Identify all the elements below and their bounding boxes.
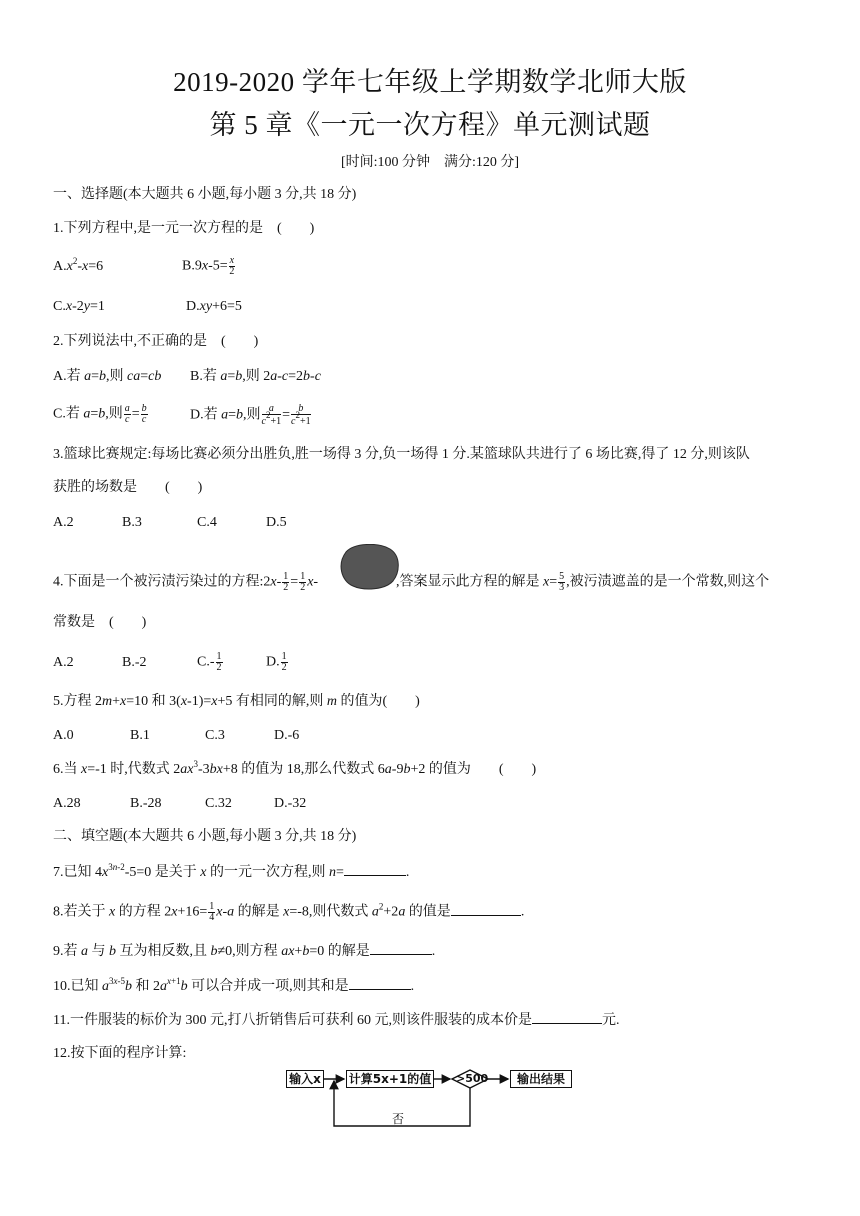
q10-answer-blank[interactable]	[349, 977, 411, 990]
section1-heading: 一、选择题(本大题共 6 小题,每小题 3 分,共 18 分)	[53, 187, 357, 202]
q4-option-b: B.-2	[122, 655, 147, 670]
exam-info: [时间:100 分钟 满分:120 分]	[340, 155, 520, 170]
q1-option-c: C.x-2y=1	[53, 299, 105, 314]
q4-stem: 4.下面是一个被污渍污染过的方程:2x- $\frac{1}{2}$ = $\frac{1}{2}$ x-	[53, 571, 319, 593]
q1-option-d: D.xy+6=5	[186, 299, 242, 314]
q3-option-c: C.4	[197, 515, 217, 530]
q7: 7.已知 $4x^{3n-2}-5=0$ 是关于 x 的一元一次方程,则 n= .	[53, 862, 410, 880]
q10: 10.已知 $a^{3x-5}b$ 和 $2a^{x+1}b$ 可以合并成一项,则其和是 .	[53, 976, 415, 994]
q6-option-a: A.28	[53, 796, 81, 811]
q2-option-a: A.若 a=b,则 ca=cb	[53, 369, 162, 384]
q5-option-b: B.1	[130, 728, 150, 743]
q6-option-d: D.-32	[274, 796, 307, 811]
q3-option-d: D.5	[266, 515, 287, 530]
q4-option-d: D. $\frac{1}{2}$	[266, 651, 287, 673]
q9: 9.若 a 与 b 互为相反数,且 b≠0,则方程 ax+b=0 的解是 .	[53, 944, 436, 959]
q3-option-b: B.3	[122, 515, 142, 530]
q4-option-c: C.- $\frac{1}{2}$	[197, 651, 222, 673]
q11-answer-blank[interactable]	[532, 1011, 602, 1024]
q6-option-b: B.-28	[130, 796, 162, 811]
q5-stem: 5.方程 2m+x=10 和 3(x-1)=x+5 有相同的解,则 m 的值为( )	[53, 694, 420, 709]
flowchart-output-box: 输出结果	[510, 1070, 572, 1088]
q2-option-b: B.若 a=b,则 2a-c=2b-c	[190, 369, 321, 384]
q3-stem-line2: 获胜的场数是 ( )	[53, 480, 203, 495]
q8: 8.若关于 x 的方程 2x+16= $\frac{1}{4}$ x-a 的解是 x=-8,则代数式 $a^2+2a$ 的值是 .	[53, 901, 525, 923]
q12-stem: 12.按下面的程序计算:	[53, 1046, 187, 1061]
q5-option-c: C.3	[205, 728, 225, 743]
q4-stem-tail: ,答案显示此方程的解是 x= $\frac{5}{3}$ ,被污渍遮盖的是一个常数,则这个	[396, 571, 770, 593]
q6-stem: 6.当 x=-1 时,代数式 $2ax^3-3bx+8$ 的值为 18,那么代数式 6a-9b+2 的值为 ( )	[53, 759, 537, 777]
q4-stem-line2: 常数是 ( )	[53, 615, 147, 630]
q5-option-a: A.0	[53, 728, 74, 743]
q3-stem-line1: 3.篮球比赛规定:每场比赛必须分出胜负,胜一场得 3 分,负一场得 1 分.某篮球队共进行了 6 场比赛,得了 12 分,则该队	[53, 447, 750, 462]
flowchart-input-box: 输入x	[286, 1070, 324, 1088]
q11	[53, 1011, 619, 1030]
q2-option-c: C.若 a=b,则 $\frac{a}{c}$ = $\frac{b}{c}$	[53, 403, 147, 425]
q9-answer-blank[interactable]	[370, 942, 432, 955]
q5-option-d: D.-6	[274, 728, 300, 743]
ink-stain-blot	[338, 544, 400, 590]
q8-answer-blank[interactable]	[451, 903, 521, 916]
flowchart-condition: >500	[456, 1072, 489, 1085]
q7-answer-blank[interactable]	[344, 863, 406, 876]
q6-option-c: C.32	[205, 796, 232, 811]
q11-suffix: 元.	[601, 1013, 620, 1028]
q4-option-a: A.2	[53, 655, 74, 670]
flowchart-no-label: 否	[392, 1112, 405, 1126]
program-flowchart	[284, 1068, 584, 1132]
section2-heading: 二、填空题(本大题共 6 小题,每小题 3 分,共 18 分)	[53, 829, 357, 844]
q1-stem: 1.下列方程中,是一元一次方程的是 ( )	[53, 221, 315, 236]
q1-option-b: B.9x-5= $\frac{x}{2}$	[182, 255, 235, 277]
flowchart-compute-box: 计算5x+1的值	[346, 1070, 434, 1088]
q1-option-a: $A.x^2-x=6$	[53, 256, 104, 274]
q11-text: 11.一件服装的标价为 300 元,打八折销售后可获利 60 元,则该件服装的成本价是	[53, 1013, 532, 1028]
q3-option-a: A.2	[53, 515, 74, 530]
title-line-2: 第 5 章《一元一次方程》单元测试题	[209, 110, 651, 140]
q2-stem: 2.下列说法中,不正确的是 ( )	[53, 334, 259, 349]
title-line-1: 2019-2020 学年七年级上学期数学北师大版	[173, 67, 687, 97]
q2-option-d: D.若 a=b,则 $\frac{a}{c^2+1}$ = $\frac{b}{c^2+1}$	[190, 403, 311, 427]
